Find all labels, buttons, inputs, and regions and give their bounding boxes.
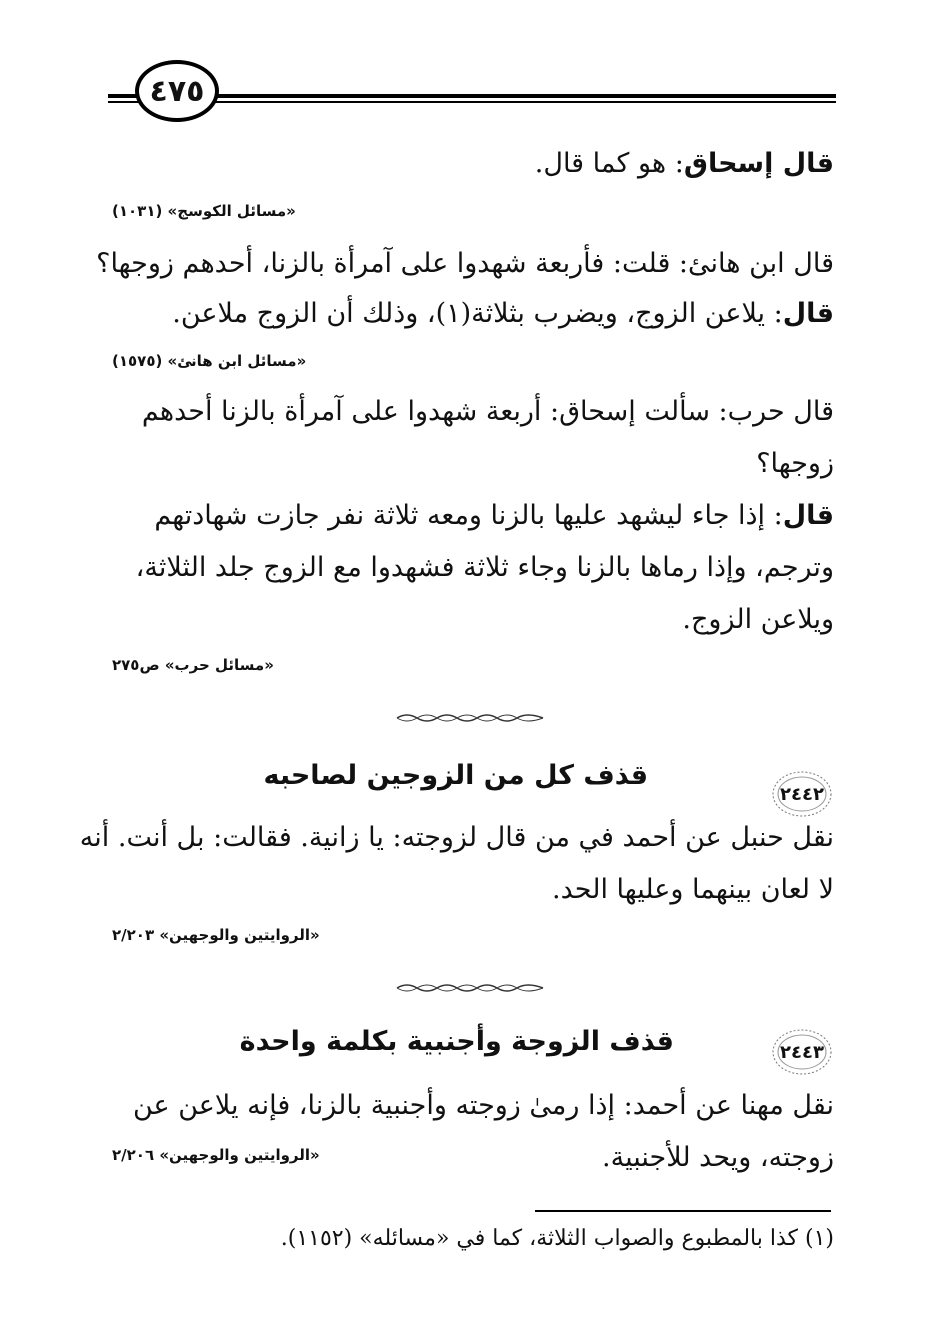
speaker-label: قال إسحاق [683,148,834,179]
line-text: : يلاعن الزوج، ويضرب بثلاثة(١)، وذلك أن الزوج ملاعن. [172,298,783,329]
text-line-2: قال ابن هانئ: قلت: فأربعة شهدوا على آمرأة بالزنا، أحدهم زوجها؟ [96,248,834,279]
ornament-divider-1 [395,710,545,726]
speaker-label: قال [782,500,834,531]
section-text-line-2: زوجته، ويحد للأجنبية. [602,1142,834,1173]
text-line-5: زوجها؟ [756,448,834,479]
source-citation-4: «الروايتين والوجهين» ٢/٢٠٣ [112,926,320,944]
section-text-line-1: نقل مهنا عن أحمد: إذا رمىٰ زوجته وأجنبية بالزنا، فإنه يلاعن عن [132,1090,834,1121]
header-thin-line [108,101,836,103]
text-line-4: قال حرب: سألت إسحاق: أربعة شهدوا على آمرأة بالزنا أحدهم [141,396,834,427]
section-title: قذف كل من الزوجين لصاحبه [263,760,648,791]
page-number: ٤٧٥ [149,73,205,109]
section-number: ٢٤٤٣ [780,1041,824,1063]
speaker-label: قال [782,298,834,329]
source-citation-3: «مسائل حرب» ص٢٧٥ [112,656,274,674]
text-line-1 [108,148,834,179]
line-text: : هو كما قال. [534,148,684,179]
text-line-6 [108,500,834,531]
section-number-badge [770,768,834,820]
line-text: : إذا جاء ليشهد عليها بالزنا ومعه ثلاثة نفر جازت شهادتهم [154,500,783,531]
section-title: قذف الزوجة وأجنبية بكلمة واحدة [239,1026,674,1057]
source-citation-1: «مسائل الكوسج» (١٠٣١) [112,202,296,220]
section-number: ٢٤٤٢ [780,783,824,805]
footnote: (١) كذا بالمطبوع والصواب الثلاثة، كما في «مسائله» (١١٥٢). [280,1226,834,1251]
section-text-line-2: لا لعان بينهما وعليها الحد. [552,874,834,905]
source-citation-5: «الروايتين والوجهين» ٢/٢٠٦ [112,1146,320,1164]
section-number-badge [770,1026,834,1078]
source-citation-2: «مسائل ابن هانئ» (١٥٧٥) [112,352,307,370]
text-line-3 [108,298,834,329]
section-text-line-1: نقل حنبل عن أحمد في من قال لزوجته: يا زانية. فقالت: بل أنت. أنه [79,822,834,853]
text-line-8: ويلاعن الزوج. [682,604,834,635]
page-number-badge [135,60,219,122]
footnote-separator [535,1210,831,1212]
text-line-7: وترجم، وإذا رماها بالزنا وجاء ثلاثة فشهدوا مع الزوج جلد الثلاثة، [135,552,834,583]
ornament-divider-2 [395,980,545,996]
